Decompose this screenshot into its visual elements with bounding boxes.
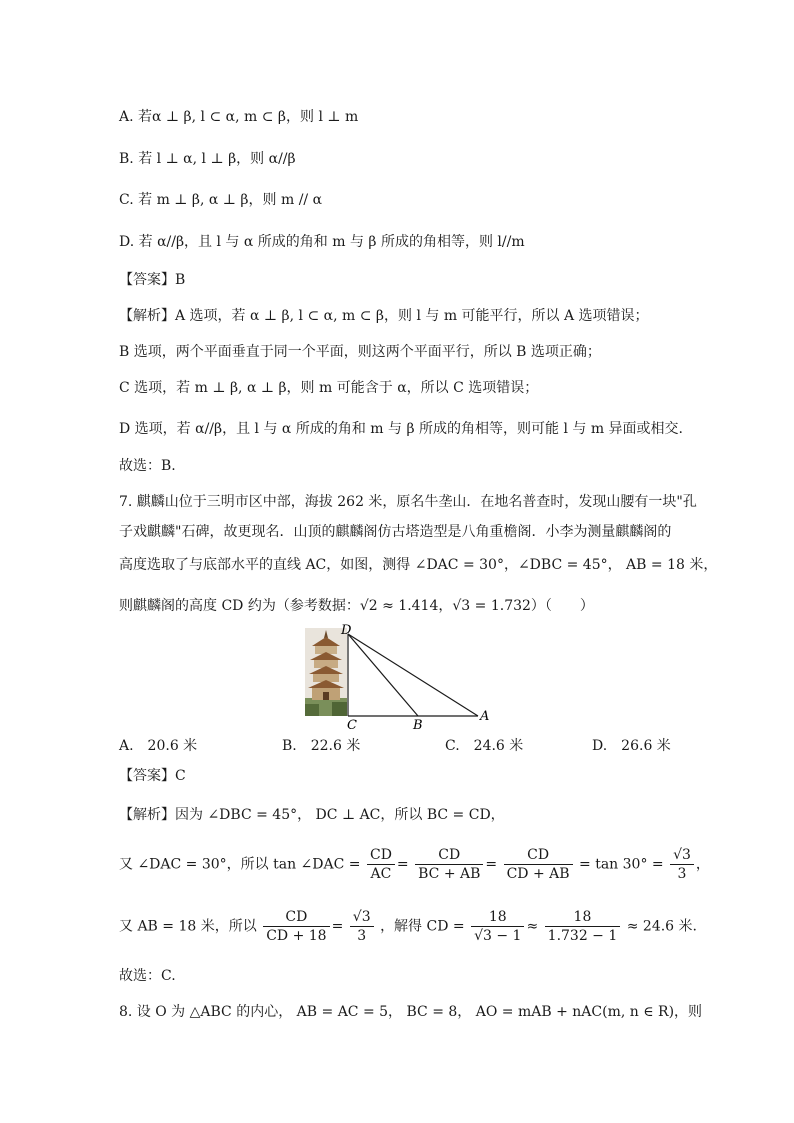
q8-stem: 8. 设 O 为 △ABC 的内心， AB = AC = 5， BC = 8， AO = mAB + nAC(m, n ∈ R)，则 [119,1004,703,1020]
label-b: B [413,718,423,732]
frac-num: CD [415,846,483,865]
frac-den: √3 − 1 [474,928,522,944]
q7-figure-svg [300,620,500,732]
q6-option-a: A. 若α ⊥ β, l ⊂ α, m ⊂ β，则 l ⊥ m [119,109,359,125]
frac-num: CD [367,846,395,865]
line3-end: ≈ 24.6 米. [626,918,697,935]
label-c: C [347,718,357,732]
line3-prefix: 又 AB = 18 米，所以 [119,918,257,935]
frac-num: √3 [670,846,694,865]
segment-db [348,634,418,716]
q6-analysis-a: 【解析】A 选项，若 α ⊥ β, l ⊂ α, m ⊂ β，则 l 与 m 可能平行，所以 A 选项错误； [119,308,649,324]
frac-den: 3 [357,928,367,944]
q6-analysis-d: D 选项，若 α//β，且 l 与 α 所成的角和 m 与 β 所成的角相等，则可能 l 与 m 异面或相交. [119,421,684,437]
q6-answer: 【答案】B [119,272,186,288]
frac-num: 18 [471,908,524,927]
fraction-cd-cd18 [263,908,329,945]
q7-stem-line-2: 子戏麒麟"石碑，故更现名．山顶的麒麟阁仿古塔造型是八角重檐阁．小李为测量麒麟阁的 [119,524,672,540]
fraction-18-decimal [545,908,621,945]
q6-conclusion: 故选：B. [119,458,176,474]
fraction-sqrt3-3 [670,846,694,883]
frac-den: 3 [677,866,687,882]
frac-den: 1.732 − 1 [547,928,618,944]
q7-stem-line-1: 7. 麒麟山位于三明市区中部，海拔 262 米，原名牛垄山．在地名普查时，发现山腰有一块"孔 [119,494,697,510]
frac-den: CD + 18 [266,928,327,944]
label-d: D [341,623,352,638]
q6-analysis-b: B 选项，两个平面垂直于同一个平面，则这两个平面平行，所以 B 选项正确； [119,344,601,360]
q6-analysis-c: C 选项，若 m ⊥ β, α ⊥ β，则 m 可能含于 α，所以 C 选项错误； [119,380,539,396]
q7-conclusion: 故选：C. [119,968,176,984]
q7-stem-line-3: 高度选取了与底部水平的直线 AC，如图，测得 ∠DAC = 30°，∠DBC = 45°， AB = 18 米， [119,557,718,573]
q7-option-d: D. 26.6 米 [592,738,671,754]
q7-figure [300,620,500,732]
q7-stem-line-4: 则麒麟阁的高度 CD 约为（参考数据：√2 ≈ 1.414，√3 = 1.732）（ ） [119,598,594,614]
frac-den: CD + AB [506,866,570,882]
frac-den: AC [370,866,392,882]
fraction-cd-bc-ab [415,846,483,883]
q6-option-b: B. 若 l ⊥ α, l ⊥ β，则 α//β [119,151,296,167]
q6-option-c: C. 若 m ⊥ β, α ⊥ β，则 m // α [119,192,323,208]
q7-analysis-line-2: 又 ∠DAC = 30°，所以 tan ∠DAC = $\frac{CD}{AC}$ = $\frac{CD}{BC + AB}$ = $\frac{CD}{CD + AB}$ = tan 30° = $\frac{√3}{3}$ ， [119,847,710,882]
fraction-sqrt3-3-b [350,908,374,945]
segment-da [348,634,478,716]
fraction-cd-cd-ab [504,846,573,883]
q7-analysis-line-1: 【解析】因为 ∠DBC = 45°， DC ⊥ AC，所以 BC = CD， [119,807,505,823]
q7-option-a: A. 20.6 米 [119,738,198,754]
frac-num: CD [263,908,329,927]
line3-middle: ，解得 CD = [380,918,465,935]
line2-prefix: 又 ∠DAC = 30°，所以 tan ∠DAC = [119,856,361,873]
q6-option-d: D. 若 α//β，且 l 与 α 所成的角和 m 与 β 所成的角相等，则 l//m [119,234,525,250]
q7-option-c: C. 24.6 米 [445,738,524,754]
q7-answer: 【答案】C [119,768,186,784]
tower-image [305,628,347,716]
frac-den: BC + AB [418,866,481,882]
q7-analysis-line-3: 又 AB = 18 米，所以 $\frac{CD}{CD + 18}$ = $\frac{√3}{3}$ ，解得 CD = $\frac{18}{√3 - 1}$ ≈ $\frac{18}{1.732 - 1}$ ≈ 24.6 米. [119,909,697,944]
q7-option-b: B. 22.6 米 [282,738,361,754]
fraction-cd-ac [367,846,395,883]
label-a: A [480,709,490,724]
frac-num: 18 [545,908,621,927]
frac-num: CD [504,846,573,865]
line2-middle: = tan 30° = [579,856,664,873]
fraction-18-sqrt3 [471,908,524,945]
frac-num: √3 [350,908,374,927]
